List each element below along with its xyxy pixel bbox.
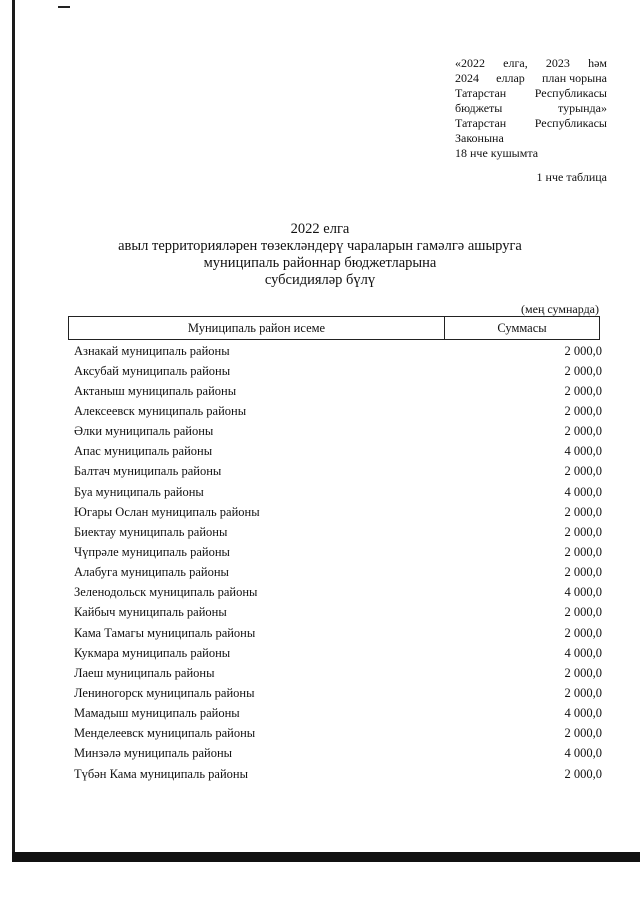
subsidy-amount: 2 000,0 — [564, 504, 602, 519]
header-word: Республикасы — [534, 116, 607, 130]
district-name: Минзәлә муниципаль районы — [74, 746, 233, 761]
table-row — [74, 482, 602, 502]
subsidy-amount: 2 000,0 — [564, 665, 602, 680]
subsidy-amount: 4 000,0 — [564, 706, 602, 721]
header-line-2 — [455, 71, 607, 86]
header-word: Татарстан — [455, 116, 507, 130]
table-row — [74, 724, 602, 744]
table-row — [74, 744, 602, 764]
table-row — [74, 563, 602, 583]
subsidy-amount: 4 000,0 — [564, 585, 602, 600]
column-header-name: Муниципаль район исеме — [69, 317, 445, 339]
header-word: 2023 — [545, 56, 570, 70]
subsidy-amount: 2 000,0 — [564, 605, 602, 620]
subsidy-amount: 2 000,0 — [564, 625, 602, 640]
subsidy-amount: 4 000,0 — [564, 645, 602, 660]
table-row — [74, 542, 602, 562]
table-row — [74, 361, 602, 381]
district-name: Әлки муниципаль районы — [74, 424, 214, 439]
district-name: Апас муниципаль районы — [74, 444, 213, 459]
district-name: Актаныш муниципаль районы — [74, 383, 237, 398]
district-name: Аксубай муниципаль районы — [74, 363, 231, 378]
subsidy-amount: 4 000,0 — [564, 484, 602, 499]
table-row — [74, 704, 602, 724]
header-word: еллар — [496, 71, 525, 85]
table-row — [74, 422, 602, 442]
subsidy-amount: 2 000,0 — [564, 726, 602, 741]
table-row — [74, 603, 602, 623]
subsidy-amount: 2 000,0 — [564, 424, 602, 439]
header-word: елга, — [503, 56, 528, 70]
header-line-6: Законына — [455, 131, 504, 145]
district-name: Лаеш муниципаль районы — [74, 665, 215, 680]
header-word: Республикасы — [534, 86, 607, 100]
scan-edge-bottom — [12, 852, 640, 862]
table-row — [74, 502, 602, 522]
district-name: Менделеевск муниципаль районы — [74, 726, 256, 741]
title-line-3: муниципаль районнар бюджетларына — [203, 255, 437, 271]
district-name: Чүпрәле муниципаль районы — [74, 544, 230, 559]
table-row — [74, 341, 602, 361]
header-word: бюджеты — [455, 101, 503, 115]
subsidy-amount: 4 000,0 — [564, 746, 602, 761]
appendix-header — [455, 56, 607, 161]
district-name: Кама Тамагы муниципаль районы — [74, 625, 256, 640]
table-header — [68, 316, 600, 340]
table-row — [74, 623, 602, 643]
district-name: Югары Ослан муниципаль районы — [74, 504, 260, 519]
subsidy-amount: 2 000,0 — [564, 766, 602, 781]
district-name: Балтач муниципаль районы — [74, 464, 222, 479]
header-line-1 — [455, 56, 607, 71]
header-word: «2022 — [455, 56, 485, 70]
title-line-2: авыл территорияләрен төзекләндерү чараларын гамәлгә ашыруга — [118, 238, 522, 254]
district-name: Кукмара муниципаль районы — [74, 645, 231, 660]
subsidy-amount: 2 000,0 — [564, 343, 602, 358]
table-row — [74, 663, 602, 683]
table-row — [74, 522, 602, 542]
title-line-4: субсидияләр бүлү — [264, 272, 376, 288]
table-row — [74, 643, 602, 663]
district-name: Алабуга муниципаль районы — [74, 565, 229, 580]
district-name: Лениногорск муниципаль районы — [74, 685, 255, 700]
column-header-sum: Суммасы — [497, 320, 547, 335]
subsidy-amount: 2 000,0 — [564, 524, 602, 539]
subsidy-amount: 2 000,0 — [564, 363, 602, 378]
table-row — [74, 381, 602, 401]
subsidy-amount: 2 000,0 — [564, 464, 602, 479]
header-word: 2024 — [455, 71, 479, 85]
subsidy-amount: 2 000,0 — [564, 685, 602, 700]
header-line-5 — [455, 116, 607, 131]
district-name: Биектау муниципаль районы — [74, 524, 228, 539]
district-name: Түбән Кама муниципаль районы — [74, 766, 248, 781]
title-line-1: 2022 елга — [290, 221, 350, 237]
header-line-3 — [455, 86, 607, 101]
header-word: план чорына — [541, 71, 607, 85]
scan-mark — [58, 6, 70, 8]
document-title — [80, 221, 560, 289]
subsidy-amount: 2 000,0 — [564, 403, 602, 418]
table-row — [74, 462, 602, 482]
subsidy-amount: 4 000,0 — [564, 444, 602, 459]
table-row — [74, 401, 602, 421]
header-word: турында» — [557, 101, 607, 115]
header-line-4 — [455, 101, 607, 116]
district-name: Мамадыш муниципаль районы — [74, 706, 240, 721]
district-name: Азнакай муниципаль районы — [74, 343, 230, 358]
table-row — [74, 683, 602, 703]
table-body — [74, 341, 602, 784]
units-note: (мең сумнарда) — [521, 302, 599, 316]
header-word: Татарстан — [455, 86, 507, 100]
table-row — [74, 764, 602, 784]
header-line-7: 18 нче кушымта — [455, 146, 539, 160]
table-row — [74, 442, 602, 462]
table-row — [74, 583, 602, 603]
subsidy-amount: 2 000,0 — [564, 383, 602, 398]
district-name: Зеленодольск муниципаль районы — [74, 585, 258, 600]
district-name: Кайбыч муниципаль районы — [74, 605, 227, 620]
scan-edge-left — [12, 0, 15, 862]
district-name: Буа муниципаль районы — [74, 484, 204, 499]
subsidy-amount: 2 000,0 — [564, 565, 602, 580]
district-name: Алексеевск муниципаль районы — [74, 403, 247, 418]
table-number: 1 нче таблица — [536, 170, 607, 184]
header-word: һәм — [588, 56, 607, 70]
subsidy-amount: 2 000,0 — [564, 544, 602, 559]
